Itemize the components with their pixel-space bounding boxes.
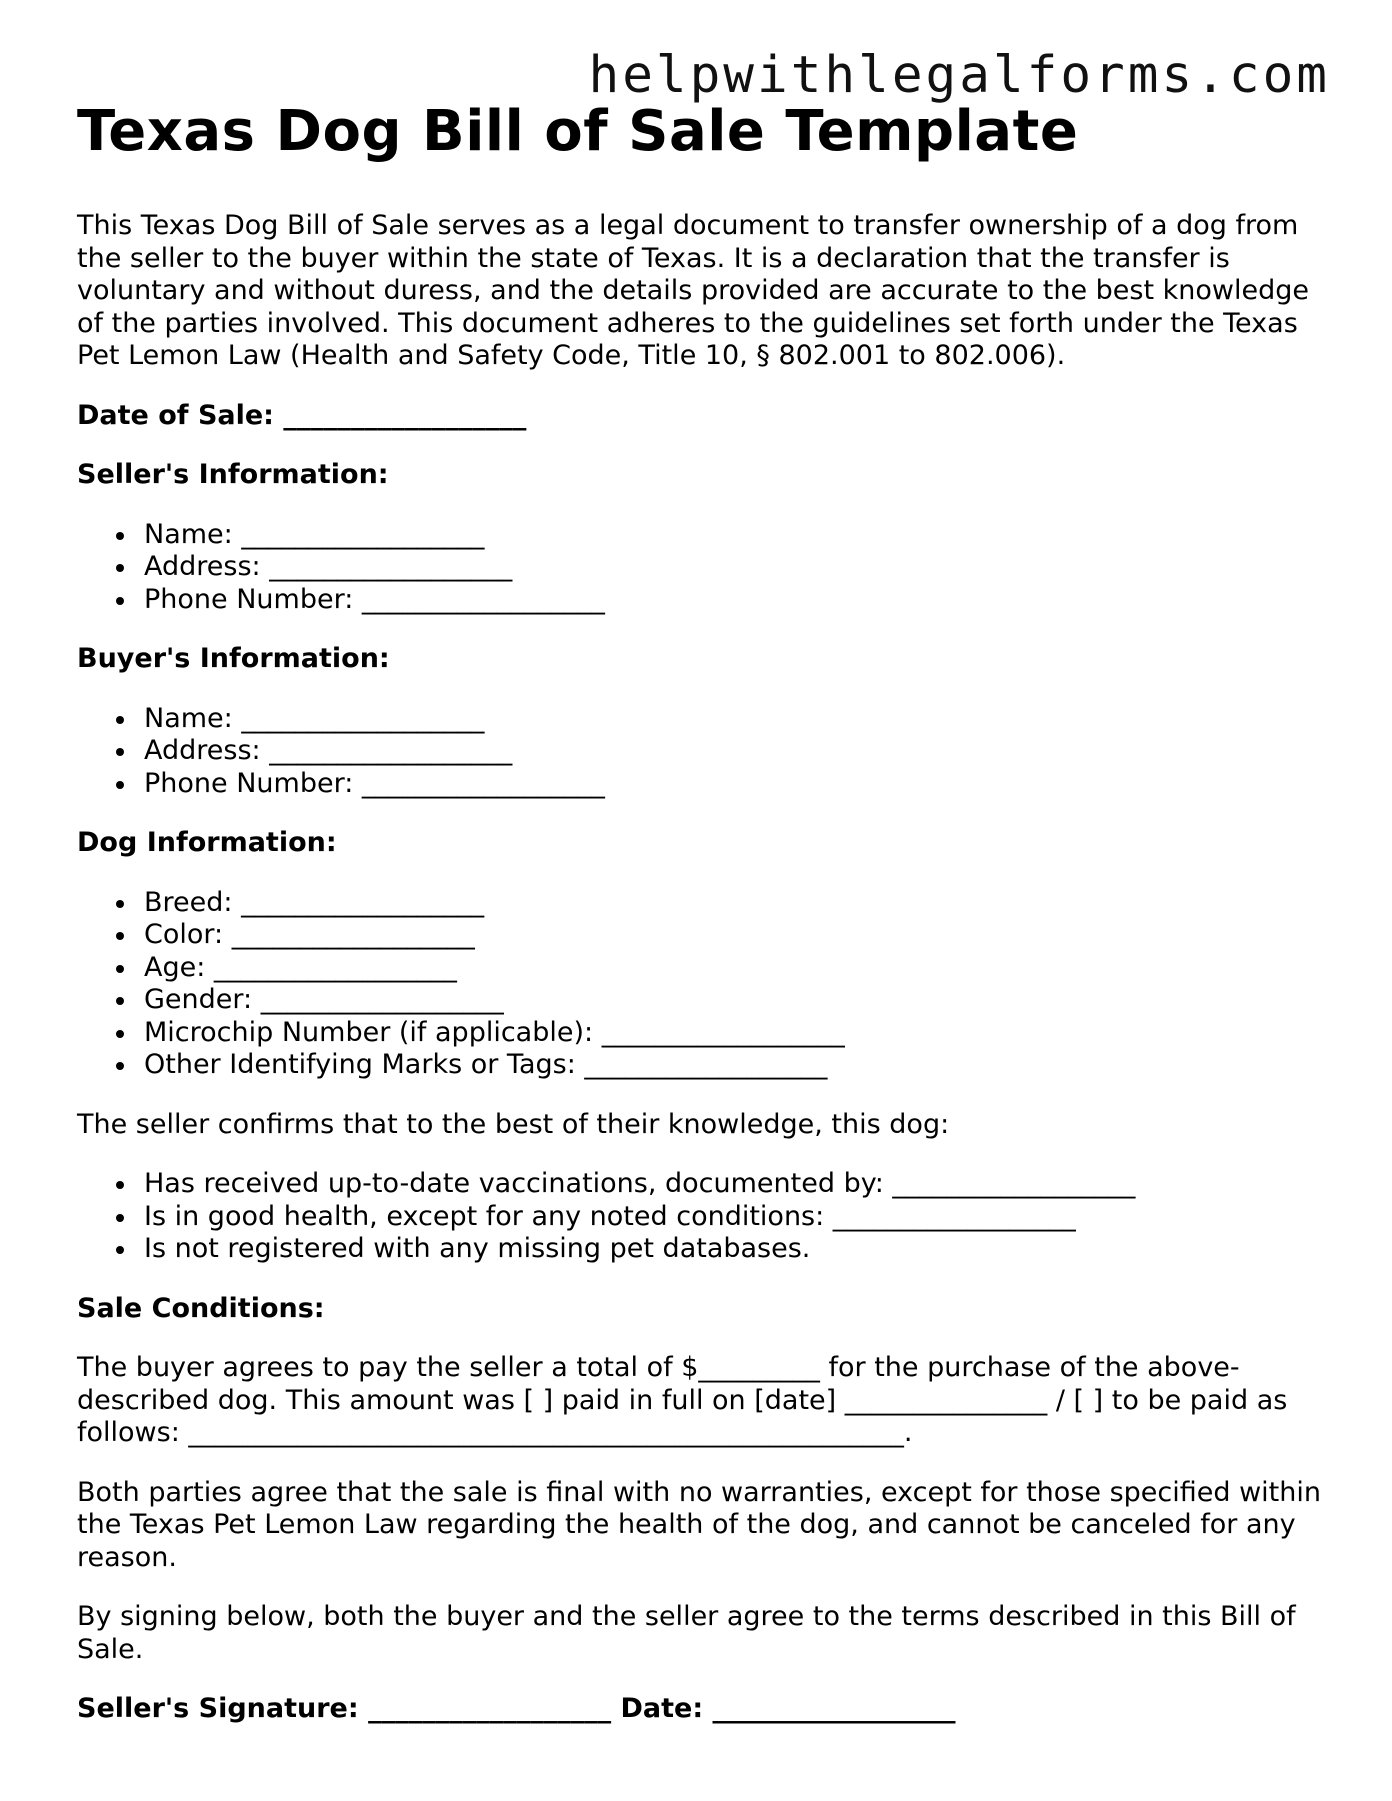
seller-phone-label: Phone Number: [144, 583, 354, 615]
list-item [144, 584, 1327, 617]
seller-info-heading: Seller's Information: [77, 459, 389, 490]
confirmation-text: The seller confirms that to the best of their knowledge, this dog: [77, 1108, 950, 1140]
seller-address-blank[interactable]: __________________ [269, 551, 513, 582]
dog-color-blank[interactable]: __________________ [231, 919, 475, 950]
signature-date-label: Date: [620, 1693, 704, 1724]
sale-conditions-heading: Sale Conditions: [77, 1292, 325, 1324]
dog-microchip-blank[interactable]: __________________ [601, 1016, 845, 1048]
buyer-name-label: Name: [144, 702, 233, 734]
dog-gender-label: Gender: [144, 984, 253, 1015]
list-item [144, 984, 1327, 1017]
date-of-sale-blank[interactable]: __________________ [283, 399, 527, 431]
seller-signature-blank[interactable]: __________________ [368, 1693, 612, 1724]
list-item [144, 1017, 1327, 1050]
signature-date-blank[interactable]: __________________ [712, 1693, 956, 1724]
date-of-sale-label: Date of Sale: [77, 399, 274, 431]
dog-age-label: Age: [144, 951, 206, 983]
buyer-name-blank[interactable]: __________________ [241, 702, 485, 734]
list-item [144, 919, 1327, 952]
dog-marks-blank[interactable]: __________________ [584, 1049, 828, 1080]
dog-gender-blank[interactable]: __________________ [260, 984, 504, 1015]
list-item [144, 551, 1327, 584]
dog-marks-label: Other Identifying Marks or Tags: [144, 1049, 576, 1080]
list-item [144, 519, 1327, 552]
date-of-sale-field [77, 400, 1327, 433]
dog-info-heading: Dog Information: [77, 827, 337, 858]
list-item [144, 735, 1327, 768]
payment-paragraph: The buyer agrees to pay the seller a total of $_________ for the purchase of the above-described dog. This amount was [ ] paid in full on [date] _______________ / [ ] to be paid as follows: _____________________________________________________. [77, 1352, 1288, 1448]
list-item [144, 887, 1327, 920]
list-item [144, 952, 1327, 985]
confirmation-list [77, 1168, 1327, 1266]
seller-name-blank[interactable]: __________________ [241, 518, 485, 550]
seller-name-label: Name: [144, 518, 233, 550]
list-item: Is not registered with any missing pet databases. [144, 1233, 1327, 1266]
list-item: Is in good health, except for any noted conditions: __________________ [144, 1201, 1327, 1234]
dog-age-blank[interactable]: __________________ [213, 951, 457, 983]
seller-signature-line [77, 1693, 1327, 1726]
list-item [144, 1049, 1327, 1082]
agreement-paragraph: By signing below, both the buyer and the seller agree to the terms described in this Bill of Sale. [77, 1601, 1296, 1665]
seller-address-label: Address: [144, 551, 261, 582]
buyer-phone-blank[interactable]: __________________ [361, 767, 605, 799]
list-item [144, 703, 1327, 736]
page-title: Texas Dog Bill of Sale Template [77, 99, 1079, 164]
document-page [77, 96, 1327, 1753]
list-item [144, 768, 1327, 801]
dog-breed-label: Breed: [144, 886, 233, 918]
dog-info-list [77, 887, 1327, 1082]
intro-paragraph: This Texas Dog Bill of Sale serves as a legal document to transfer ownership of a dog from the seller to the buyer within the state of Texas. It is a declaration that the transfer is voluntary and without duress, and the details provided are accurate to the best knowledge of the parties involved. This document adheres to the guidelines set forth under the Texas Pet Lemon Law (Health and Safety Code, Title 10, § 802.001 to 802.006). [77, 210, 1310, 371]
buyer-address-label: Address: [144, 735, 261, 766]
site-watermark: helpwithlegalforms.com [588, 46, 1330, 105]
buyer-address-blank[interactable]: __________________ [269, 735, 513, 766]
dog-color-label: Color: [144, 919, 224, 950]
seller-signature-label: Seller's Signature: [77, 1693, 359, 1724]
buyer-info-heading: Buyer's Information: [77, 643, 390, 674]
final-sale-paragraph: Both parties agree that the sale is final with no warranties, except for those specified within the Texas Pet Lemon Law regarding the health of the dog, and cannot be canceled for any reason. [77, 1476, 1321, 1573]
dog-microchip-label: Microchip Number (if applicable): [144, 1016, 594, 1048]
seller-phone-blank[interactable]: __________________ [361, 583, 605, 615]
dog-breed-blank[interactable]: __________________ [241, 886, 485, 918]
list-item: Has received up-to-date vaccinations, documented by: __________________ [144, 1168, 1327, 1201]
buyer-phone-label: Phone Number: [144, 767, 354, 799]
buyer-info-list [77, 703, 1327, 801]
seller-info-list [77, 519, 1327, 617]
